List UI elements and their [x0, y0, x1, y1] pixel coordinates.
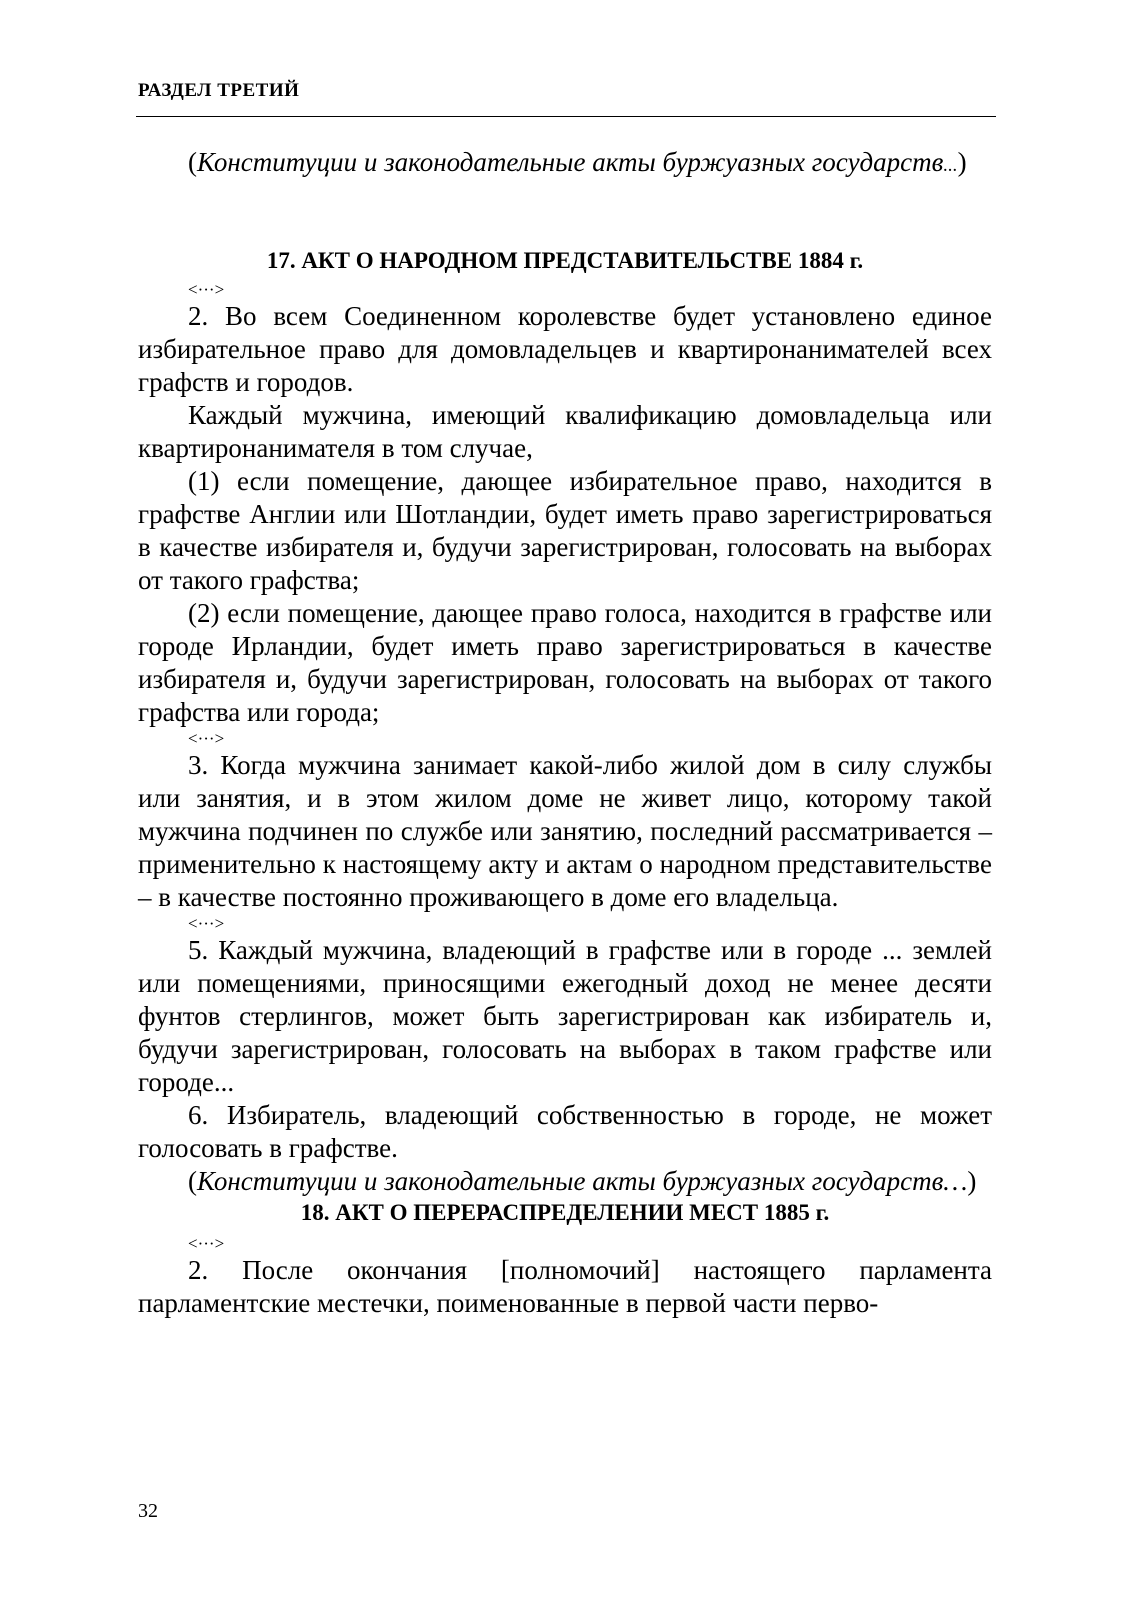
omission-mark: <···>	[188, 914, 225, 933]
paragraph-3: 3. Когда мужчина занимает какой-либо жилой дом в силу службы или занятия, и в этом жилом доме не живет лицо, которому такой мужчина подчинен по службе или занятию, последний рассматривается – применительно к настоящему акту и актам о народном представительстве – в качестве постоянно проживающего в доме его владельца.	[138, 750, 992, 912]
section-title-17: 17. АКТ О НАРОДНОМ ПРЕДСТАВИТЕЛЬСТВЕ 1884 г.	[266, 248, 864, 273]
section-title-18: 18. АКТ О ПЕРЕРАСПРЕДЕЛЕНИИ МЕСТ 1885 г.	[300, 1200, 830, 1225]
source-ellipsis: ...	[943, 155, 958, 176]
source-open-paren: (	[188, 147, 197, 177]
source-text: Конституции и законодательные акты буржуазных государств	[197, 147, 944, 177]
paragraph-2: 2. Во всем Соединенном королевстве будет установлено единое избирательное право для домовладельцев и квартиронанимателей всех графств и городов.	[138, 301, 992, 397]
paragraph-6: 6. Избиратель, владеющий собственностью в городе, не может голосовать в графстве.	[138, 1100, 992, 1163]
source-close-paren: )	[967, 1166, 977, 1196]
omission-mark: <···>	[188, 280, 225, 299]
page-number: 32	[138, 1500, 158, 1522]
omission-mark: <···>	[188, 729, 225, 748]
source-close-paren: )	[957, 147, 967, 177]
paragraph-2-1: (1) если помещение, дающее избирательное право, находится в графстве Англии или Шотландии, будет иметь право зарегистрироваться в качестве избирателя и, будучи зарегистрирован, голосовать на выборах от такого графства;	[138, 466, 992, 595]
paragraph-5: 5. Каждый мужчина, владеющий в графстве или в городе ... землей или помещениями, приносящими ежегодный доход не менее десяти фунтов стерлингов, может быть зарегистрирован как избиратель и, будучи зарегистрирован, голосовать на выборах в таком графстве или городе...	[138, 935, 992, 1097]
source-citation	[138, 1165, 992, 1198]
paragraph-18-2: 2. После окончания [полномочий] настоящего парламента парламентские местечки, поименованные в первой части перво-	[138, 1255, 992, 1318]
source-ellipsis: …	[943, 1166, 968, 1196]
source-open-paren: (	[188, 1166, 197, 1196]
paragraph-2b: Каждый мужчина, имеющий квалификацию домовладельца или квартиронанимателя в том случае,	[138, 400, 992, 463]
paragraph-2-2: (2) если помещение, дающее право голоса, находится в графстве или городе Ирландии, будет иметь право зарегистрироваться в качестве избирателя и, будучи зарегистрирован, голосовать на выборах от такого графства или города;	[138, 598, 992, 727]
source-text: Конституции и законодательные акты буржуазных государств	[197, 1166, 944, 1196]
running-head: РАЗДЕЛ ТРЕТИЙ	[138, 80, 300, 101]
source-citation	[138, 146, 992, 182]
page-body	[138, 146, 992, 1320]
header-rule	[136, 116, 996, 117]
omission-mark: <···>	[188, 1234, 225, 1253]
